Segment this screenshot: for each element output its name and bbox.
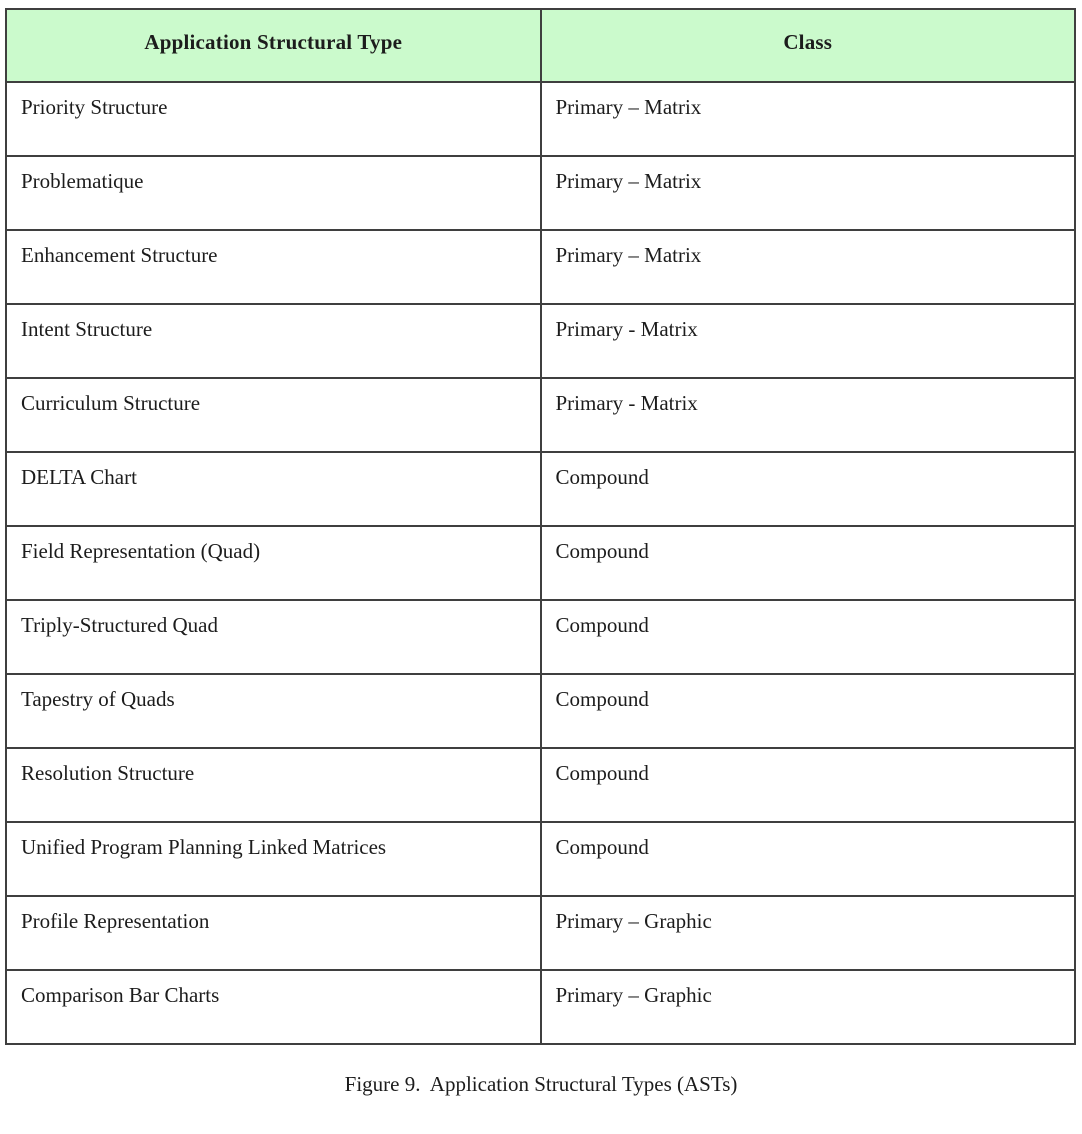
ast-type-cell: Comparison Bar Charts	[6, 970, 541, 1044]
class-cell: Primary – Graphic	[541, 896, 1076, 970]
class-cell: Compound	[541, 674, 1076, 748]
table-row	[6, 822, 1075, 896]
ast-type-cell: DELTA Chart	[6, 452, 541, 526]
table-row	[6, 156, 1075, 230]
class-cell: Primary – Matrix	[541, 156, 1076, 230]
table-row	[6, 674, 1075, 748]
table-row	[6, 600, 1075, 674]
table-row	[6, 748, 1075, 822]
table-row	[6, 452, 1075, 526]
table-row	[6, 378, 1075, 452]
table-row	[6, 896, 1075, 970]
table-header-row	[6, 9, 1075, 82]
class-cell: Compound	[541, 526, 1076, 600]
column-header-class: Class	[541, 9, 1076, 82]
table-row	[6, 82, 1075, 156]
ast-type-cell: Priority Structure	[6, 82, 541, 156]
table-row	[6, 230, 1075, 304]
class-cell: Primary – Matrix	[541, 82, 1076, 156]
class-cell: Primary - Matrix	[541, 378, 1076, 452]
ast-type-cell: Profile Representation	[6, 896, 541, 970]
table-row	[6, 970, 1075, 1044]
figure-caption: Figure 9. Application Structural Types (ASTs)	[344, 1072, 738, 1096]
ast-type-cell: Enhancement Structure	[6, 230, 541, 304]
column-header-type: Application Structural Type	[6, 9, 541, 82]
ast-type-cell: Unified Program Planning Linked Matrices	[6, 822, 541, 896]
class-cell: Compound	[541, 452, 1076, 526]
table-row	[6, 304, 1075, 378]
ast-type-cell: Intent Structure	[6, 304, 541, 378]
class-cell: Compound	[541, 822, 1076, 896]
class-cell: Compound	[541, 600, 1076, 674]
ast-type-cell: Tapestry of Quads	[6, 674, 541, 748]
ast-type-cell: Field Representation (Quad)	[6, 526, 541, 600]
class-cell: Primary – Matrix	[541, 230, 1076, 304]
ast-table	[5, 8, 1076, 1045]
class-cell: Primary – Graphic	[541, 970, 1076, 1044]
ast-type-cell: Problematique	[6, 156, 541, 230]
ast-type-cell: Curriculum Structure	[6, 378, 541, 452]
table-row	[6, 526, 1075, 600]
ast-type-cell: Triply-Structured Quad	[6, 600, 541, 674]
class-cell: Primary - Matrix	[541, 304, 1076, 378]
class-cell: Compound	[541, 748, 1076, 822]
ast-type-cell: Resolution Structure	[6, 748, 541, 822]
